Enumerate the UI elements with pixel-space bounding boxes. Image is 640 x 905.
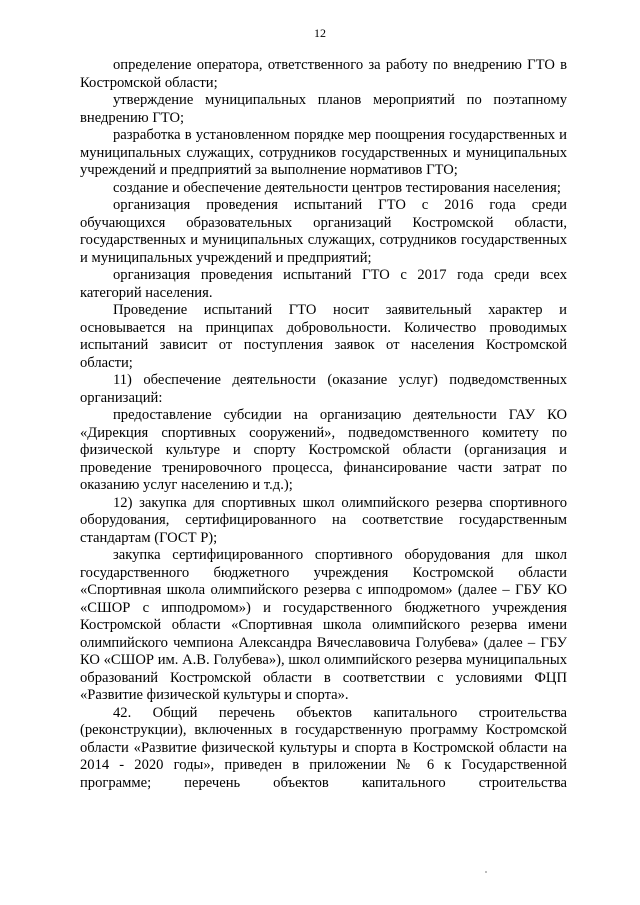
document-body xyxy=(80,57,567,792)
paragraph-municipal-plans: утверждение муниципальных планов мероприятий по поэтапному внедрению ГТО; xyxy=(80,92,567,126)
paragraph-tests-2017: организация проведения испытаний ГТО с 2017 года среди всех категорий населения. xyxy=(80,267,567,301)
paragraph-voluntary-testing: Проведение испытаний ГТО носит заявительный характер и основывается на принципах добровольности. Количество проводимых испытаний зависит от поступления заявок от населения Костромской области; xyxy=(80,302,567,371)
paragraph-operator: определение оператора, ответственного за работу по внедрению ГТО в Костромской области; xyxy=(80,57,567,91)
scan-speck xyxy=(485,871,487,873)
paragraph-item-42: 42. Общий перечень объектов капитального строительства (реконструкции), включенных в государственную программу Костромской области «Развитие физической культуры и спорта в Костромской области на 2014 - 2020 годы», приведен в приложении № 6 к Государственной программе; перечень объектов капитального строительства xyxy=(80,704,567,791)
paragraph-equipment-purchase: закупка сертифицированного спортивного оборудования для школ государственного бюджетного учреждения Костромской области «Спортивная школа олимпийского резерва с ипподромом» (далее – ГБУ КО «СШОР с ипподромом») и государственного бюджетного учреждения Костромской области «Спортивная школа олимпийского резерва имени олимпийского чемпиона Александра Вячеславовича Голубева» (далее – ГБУ КО «СШОР им. А.В. Голубева»), школ олимпийского резерва муниципальных образований Костромской области в соответствии с условиями ФЦП «Развитие физической культуры и спорта». xyxy=(80,547,567,703)
page-number: 12 xyxy=(314,26,326,40)
paragraph-incentive-measures: разработка в установленном порядке мер поощрения государственных и муниципальных служащих, сотрудников государственных и муниципальных учреждений и предприятий за выполнение нормативов ГТО; xyxy=(80,127,567,178)
paragraph-tests-2016: организация проведения испытаний ГТО с 2016 года среди обучающихся образовательных организаций Костромской области, государственных и муниципальных служащих, сотрудников государственных и муниципальных учреждений и предприятий; xyxy=(80,197,567,266)
paragraph-item-12: 12) закупка для спортивных школ олимпийского резерва спортивного оборудования, сертифицированного на соответствие государственным стандартам (ГОСТ Р); xyxy=(80,494,567,546)
paragraph-item-11: 11) обеспечение деятельности (оказание услуг) подведомственных организаций: xyxy=(80,372,567,406)
paragraph-testing-centers: создание и обеспечение деятельности центров тестирования населения; xyxy=(113,179,561,196)
paragraph-subsidy: предоставление субсидии на организацию деятельности ГАУ КО «Дирекция спортивных сооружений», подведомственного комитету по физической культуре и спорту Костромской области (организация и проведение тренировочного процесса, финансирование части затрат по оказанию услуг населению и т.д.); xyxy=(80,407,567,493)
